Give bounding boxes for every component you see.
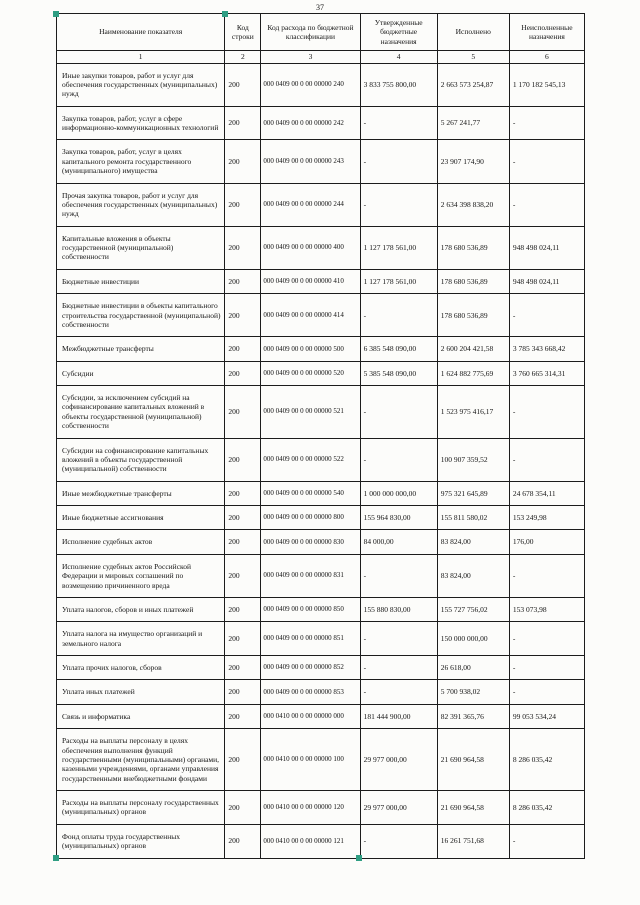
header-unexecuted: Неисполненные назначения [509, 14, 584, 51]
cell-expense_code: 000 0409 00 0 00 00000 830 [261, 530, 360, 554]
cell-line_code: 200 [225, 729, 261, 791]
cell-unexecuted: 1 170 182 545,13 [509, 63, 584, 106]
cell-executed: 975 321 645,89 [437, 481, 509, 505]
cell-unexecuted: - [509, 824, 584, 858]
cell-approved: - [360, 680, 437, 704]
column-number: 5 [437, 51, 509, 63]
cell-expense_code: 000 0409 00 0 00 00000 410 [261, 269, 360, 293]
cell-approved: 1 127 178 561,00 [360, 269, 437, 293]
cell-approved: - [360, 183, 437, 226]
cell-expense_code: 000 0409 00 0 00 00000 521 [261, 386, 360, 439]
cell-line_code: 200 [225, 622, 261, 656]
cell-name: Капитальные вложения в объекты государственной (муниципальной) собственности [57, 226, 225, 269]
table-row [57, 106, 585, 140]
cell-name: Уплата прочих налогов, сборов [57, 656, 225, 680]
column-number: 4 [360, 51, 437, 63]
cell-executed: 155 811 580,02 [437, 506, 509, 530]
cell-name: Расходы на выплаты персоналу государственных (муниципальных) органов [57, 791, 225, 825]
cell-expense_code: 000 0409 00 0 00 00000 831 [261, 554, 360, 597]
cell-expense_code: 000 0409 00 0 00 00000 242 [261, 106, 360, 140]
table-row [57, 680, 585, 704]
cell-expense_code: 000 0409 00 0 00 00000 243 [261, 140, 360, 183]
cell-line_code: 200 [225, 438, 261, 481]
cell-unexecuted: - [509, 183, 584, 226]
cell-unexecuted: - [509, 140, 584, 183]
table-row [57, 361, 585, 385]
cell-name: Исполнение судебных актов [57, 530, 225, 554]
cell-approved: - [360, 554, 437, 597]
cell-unexecuted: - [509, 622, 584, 656]
cell-expense_code: 000 0409 00 0 00 00000 240 [261, 63, 360, 106]
header-line-code: Код строки [225, 14, 261, 51]
cell-name: Иные закупки товаров, работ и услуг для обеспечения государственных (муниципальных) нужд [57, 63, 225, 106]
scan-artifact-mark [53, 855, 59, 861]
cell-unexecuted: - [509, 554, 584, 597]
cell-expense_code: 000 0409 00 0 00 00000 520 [261, 361, 360, 385]
cell-approved: 181 444 900,00 [360, 704, 437, 728]
header-row [57, 14, 585, 51]
cell-line_code: 200 [225, 554, 261, 597]
cell-unexecuted: 24 678 354,11 [509, 481, 584, 505]
cell-unexecuted: 948 498 024,11 [509, 226, 584, 269]
cell-expense_code: 000 0409 00 0 00 00000 522 [261, 438, 360, 481]
cell-executed: 5 267 241,77 [437, 106, 509, 140]
cell-unexecuted: 153 249,98 [509, 506, 584, 530]
cell-approved: - [360, 622, 437, 656]
cell-executed: 178 680 536,89 [437, 269, 509, 293]
cell-unexecuted: - [509, 106, 584, 140]
cell-expense_code: 000 0409 00 0 00 00000 851 [261, 622, 360, 656]
cell-executed: 2 663 573 254,87 [437, 63, 509, 106]
cell-approved: 84 000,00 [360, 530, 437, 554]
cell-line_code: 200 [225, 226, 261, 269]
cell-executed: 150 000 000,00 [437, 622, 509, 656]
cell-unexecuted: - [509, 386, 584, 439]
cell-expense_code: 000 0409 00 0 00 00000 850 [261, 597, 360, 621]
scan-artifact-mark [356, 855, 362, 861]
cell-executed: 21 690 964,58 [437, 729, 509, 791]
cell-expense_code: 000 0410 00 0 00 00000 121 [261, 824, 360, 858]
cell-name: Субсидии [57, 361, 225, 385]
cell-name: Связь и информатика [57, 704, 225, 728]
column-number: 1 [57, 51, 225, 63]
cell-name: Расходы на выплаты персоналу в целях обеспечения выполнения функций государственными (муниципальными) органами, казенными учреждениями, органами управления государственными внебюджетными фондами [57, 729, 225, 791]
table-row [57, 506, 585, 530]
cell-unexecuted: - [509, 680, 584, 704]
cell-approved: 3 833 755 800,00 [360, 63, 437, 106]
table-row [57, 481, 585, 505]
cell-unexecuted: 8 286 035,42 [509, 729, 584, 791]
cell-approved: 29 977 000,00 [360, 729, 437, 791]
cell-line_code: 200 [225, 183, 261, 226]
cell-expense_code: 000 0409 00 0 00 00000 853 [261, 680, 360, 704]
table-row [57, 438, 585, 481]
cell-expense_code: 000 0409 00 0 00 00000 540 [261, 481, 360, 505]
cell-expense_code: 000 0409 00 0 00 00000 244 [261, 183, 360, 226]
table-row [57, 704, 585, 728]
cell-expense_code: 000 0409 00 0 00 00000 852 [261, 656, 360, 680]
cell-executed: 5 700 938,02 [437, 680, 509, 704]
cell-executed: 26 618,00 [437, 656, 509, 680]
cell-approved: 155 880 830,00 [360, 597, 437, 621]
table-row [57, 386, 585, 439]
cell-expense_code: 000 0409 00 0 00 00000 800 [261, 506, 360, 530]
cell-name: Бюджетные инвестиции [57, 269, 225, 293]
cell-executed: 178 680 536,89 [437, 226, 509, 269]
cell-line_code: 200 [225, 106, 261, 140]
table-row [57, 63, 585, 106]
table-row [57, 824, 585, 858]
cell-unexecuted: 99 053 534,24 [509, 704, 584, 728]
cell-unexecuted: - [509, 656, 584, 680]
cell-approved: - [360, 140, 437, 183]
cell-executed: 155 727 756,02 [437, 597, 509, 621]
table-container [56, 13, 585, 859]
header-indicator-name: Наименование показателя [57, 14, 225, 51]
cell-approved: - [360, 386, 437, 439]
cell-executed: 2 634 398 838,20 [437, 183, 509, 226]
cell-name: Уплата иных платежей [57, 680, 225, 704]
cell-name: Прочая закупка товаров, работ и услуг для обеспечения государственных (муниципальных) нужд [57, 183, 225, 226]
cell-name: Иные бюджетные ассигнования [57, 506, 225, 530]
cell-executed: 23 907 174,90 [437, 140, 509, 183]
cell-line_code: 200 [225, 680, 261, 704]
cell-approved: - [360, 438, 437, 481]
column-number-row [57, 51, 585, 63]
cell-name: Уплата налога на имущество организаций и земельного налога [57, 622, 225, 656]
cell-executed: 178 680 536,89 [437, 294, 509, 337]
cell-executed: 82 391 365,76 [437, 704, 509, 728]
cell-unexecuted: 153 073,98 [509, 597, 584, 621]
header-expense-code: Код расхода по бюджетной классификации [261, 14, 360, 51]
table-row [57, 656, 585, 680]
cell-line_code: 200 [225, 361, 261, 385]
column-number: 2 [225, 51, 261, 63]
cell-executed: 16 261 751,68 [437, 824, 509, 858]
table-row [57, 337, 585, 361]
cell-executed: 83 824,00 [437, 554, 509, 597]
cell-line_code: 200 [225, 63, 261, 106]
table-row [57, 140, 585, 183]
cell-expense_code: 000 0410 00 0 00 00000 100 [261, 729, 360, 791]
cell-line_code: 200 [225, 269, 261, 293]
scan-artifact-mark [222, 11, 228, 17]
table-row [57, 226, 585, 269]
cell-line_code: 200 [225, 481, 261, 505]
cell-name: Субсидии, за исключением субсидий на софинансирование капитальных вложений в объекты государственной (муниципальной) собственности [57, 386, 225, 439]
cell-line_code: 200 [225, 386, 261, 439]
table-row [57, 554, 585, 597]
cell-line_code: 200 [225, 791, 261, 825]
cell-line_code: 200 [225, 337, 261, 361]
table-row [57, 269, 585, 293]
cell-unexecuted: - [509, 294, 584, 337]
table-row [57, 597, 585, 621]
cell-line_code: 200 [225, 506, 261, 530]
cell-approved: 6 385 548 090,00 [360, 337, 437, 361]
table-row [57, 530, 585, 554]
cell-approved: 29 977 000,00 [360, 791, 437, 825]
cell-name: Уплата налогов, сборов и иных платежей [57, 597, 225, 621]
cell-name: Иные межбюджетные трансферты [57, 481, 225, 505]
header-executed: Исполнено [437, 14, 509, 51]
cell-executed: 83 824,00 [437, 530, 509, 554]
cell-approved: - [360, 656, 437, 680]
cell-line_code: 200 [225, 704, 261, 728]
cell-name: Исполнение судебных актов Российской Федерации и мировых соглашений по возмещению причиненного вреда [57, 554, 225, 597]
table-row [57, 791, 585, 825]
scan-artifact-mark [53, 11, 59, 17]
cell-line_code: 200 [225, 294, 261, 337]
cell-approved: 155 964 830,00 [360, 506, 437, 530]
cell-unexecuted: 3 760 665 314,31 [509, 361, 584, 385]
cell-executed: 100 907 359,52 [437, 438, 509, 481]
cell-name: Закупка товаров, работ, услуг в сфере информационно-коммуникационных технологий [57, 106, 225, 140]
cell-approved: - [360, 824, 437, 858]
cell-executed: 1 523 975 416,17 [437, 386, 509, 439]
table-row [57, 729, 585, 791]
table-row [57, 183, 585, 226]
cell-expense_code: 000 0409 00 0 00 00000 414 [261, 294, 360, 337]
cell-expense_code: 000 0410 00 0 00 00000 000 [261, 704, 360, 728]
column-number: 3 [261, 51, 360, 63]
cell-approved: 1 000 000 000,00 [360, 481, 437, 505]
header-approved: Утвержденные бюджетные назначения [360, 14, 437, 51]
cell-line_code: 200 [225, 530, 261, 554]
cell-unexecuted: 948 498 024,11 [509, 269, 584, 293]
cell-line_code: 200 [225, 597, 261, 621]
cell-executed: 1 624 882 775,69 [437, 361, 509, 385]
cell-expense_code: 000 0410 00 0 00 00000 120 [261, 791, 360, 825]
cell-line_code: 200 [225, 824, 261, 858]
cell-name: Закупка товаров, работ, услуг в целях капитального ремонта государственного (муниципального) имущества [57, 140, 225, 183]
cell-expense_code: 000 0409 00 0 00 00000 500 [261, 337, 360, 361]
column-number: 6 [509, 51, 584, 63]
budget-table [56, 13, 585, 859]
cell-line_code: 200 [225, 140, 261, 183]
cell-executed: 2 600 204 421,58 [437, 337, 509, 361]
cell-name: Фонд оплаты труда государственных (муниципальных) органов [57, 824, 225, 858]
cell-expense_code: 000 0409 00 0 00 00000 400 [261, 226, 360, 269]
cell-unexecuted: 176,00 [509, 530, 584, 554]
cell-line_code: 200 [225, 656, 261, 680]
cell-approved: - [360, 106, 437, 140]
cell-name: Субсидии на софинансирование капитальных вложений в объекты государственной (муниципальной) собственности [57, 438, 225, 481]
cell-name: Бюджетные инвестиции в объекты капитального строительства государственной (муниципальной) собственности [57, 294, 225, 337]
cell-unexecuted: - [509, 438, 584, 481]
cell-approved: 5 385 548 090,00 [360, 361, 437, 385]
cell-unexecuted: 3 785 343 668,42 [509, 337, 584, 361]
table-row [57, 294, 585, 337]
cell-unexecuted: 8 286 035,42 [509, 791, 584, 825]
cell-name: Межбюджетные трансферты [57, 337, 225, 361]
cell-executed: 21 690 964,58 [437, 791, 509, 825]
page-number: 37 [316, 3, 324, 12]
cell-approved: 1 127 178 561,00 [360, 226, 437, 269]
table-row [57, 622, 585, 656]
cell-approved: - [360, 294, 437, 337]
